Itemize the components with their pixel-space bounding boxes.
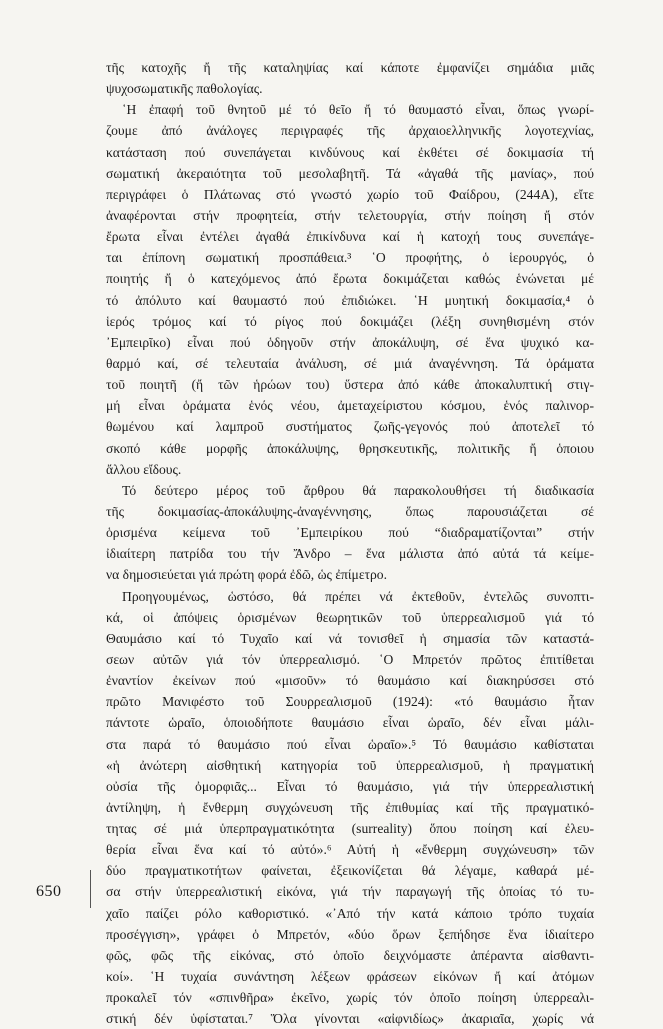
text-line: ται ἐπίπονη σωματική προσπάθεια.³ ῾Ο προφήτης, ὁ ἱερουργός, ὁ — [106, 250, 594, 266]
text-line: ψυχοσωματικῆς παθολογίας. — [106, 81, 263, 97]
text-line: τητας σέ μιά ὑπερπραγματικότητα (surreality) ὅπου ποίηση καί ἐλευ- — [106, 821, 594, 837]
text-line: να δημοσιεύεται γιά πρώτη φορά ἐδῶ, ὡς ἐπίμετρο. — [106, 567, 387, 583]
text-line: Προηγουμένως, ὡστόσο, θά πρέπει νά ἐκτεθοῦν, ἐντελῶς συνοπτι- — [122, 588, 594, 604]
page-number: 650 — [36, 883, 62, 900]
text-line: ἐναντίον ἐκείνων πού «μισοῦν» τό θαυμάσιο καί διακηρύσσει στό — [106, 673, 594, 689]
text-line: στική δέν ὑφίσταται.⁷ Ὅλα γίνονται «αἰφνιδίως» ἀκαριαῖα, χωρίς νά — [106, 1011, 594, 1027]
text-line: σα στήν ὑπερρεαλιστική εἰκόνα, γιά τήν παραγωγή τῆς ὁποίας τό τυ- — [106, 884, 594, 900]
text-line: προκαλεῖ τόν «σπινθῆρα» ἐκεῖνο, χωρίς τόν ὁποῖο ποίηση ὑπερρεαλι- — [106, 990, 594, 1006]
text-line: περιγράφει ὁ Πλάτωνας στό γνωστό χωρίο τοῦ Φαίδρου, (244Α), εἴτε — [106, 186, 594, 202]
text-line: θαρμό καί, σέ τελευταία ἀνάλυση, σέ μιά ἀναγέννηση. Τά ὁράματα — [106, 355, 594, 371]
text-line: τό ἀπόλυτο καί θαυμαστό πού ἐπιδιώκει. ῾Η μυητική δοκιμασία,⁴ ὁ — [106, 292, 594, 308]
text-line: θωμένου καί λαμπροῦ συστήματος ζωῆς-γεγονός πού ἀποτελεῖ τό — [106, 419, 594, 435]
text-line: θερία εἶναι ἕνα καί τό αὐτό».⁶ Αὐτή ἡ «ἔνθερμη συγχώνευση» τῶν — [106, 842, 594, 858]
text-line: χαῖο παίζει ρόλο καθοριστικό. «᾿Από τήν κατά κάποιο τρόπο τυχαία — [106, 905, 594, 921]
text-line: σεων αὐτῶν γιά τόν ὑπερρεαλισμό. ῾Ο Μπρετόν πρῶτος ἐπιτίθεται — [106, 651, 594, 667]
text-line: κοί». ῾Η τυχαία συνάντηση λέξεων φράσεων εἰκόνων ἤ καί ἀτόμων — [106, 969, 594, 985]
text-line: τῆς κατοχῆς ἤ τῆς καταληψίας καί κάποτε ἐμφανίζει σημάδια μιᾶς — [106, 60, 594, 75]
text-line: Θαυμάσιο καί τό Τυχαῖο καί νά τονισθεῖ ἡ σημασία τῶν καταστά- — [106, 630, 594, 646]
text-line: δύο πραγματικοτήτων φαίνεται, ἐξεικονίζεται θά λέγαμε, καθαρά μέ- — [106, 863, 594, 879]
text-line: ὁρισμένα κείμενα τοῦ ᾿Εμπειρίκου πού “διαδραματίζονται” στήν — [106, 525, 594, 541]
text-line: ζουμε ἀπό ἀνάλογες περιγραφές τῆς ἀρχαιοελληνικῆς λογοτεχνίας, — [106, 123, 594, 139]
text-line: πρῶτο Μανιφέστο τοῦ Σουρρεαλισμοῦ (1924): «τό θαυμάσιο ἦταν — [106, 694, 594, 710]
text-line: ἔρωτα εἶναι ἐντέλει ἀγαθά ἐπικίνδυνα καί ἡ κατοχή τους συνεπάγε- — [106, 229, 594, 245]
text-line: οὐσία τῆς ὀμορφιᾶς... Εἶναι τό θαυμάσιο, γιά τήν ὑπερρεαλιστική — [106, 778, 594, 794]
text-line: φῶς, φῶς τῆς εἰκόνας, στό ὁποῖο δειχνόμαστε ἀπέραντα αἰσθαντι- — [106, 947, 594, 963]
text-line: στα παρά τό θαυμάσιο πού εἶναι ὡραῖο».⁵ Τό θαυμάσιο καθίσταται — [106, 736, 594, 752]
text-line: πάντοτε ὡραῖο, ὁποιοδήποτε θαυμάσιο εἶναι ὡραῖο, δέν εἶναι μάλι- — [106, 715, 594, 731]
text-line: μή εἶναι ὁράματα ἑνός νέου, ἀμεταχείριστου κόσμου, ἑνός παλινορ- — [106, 398, 594, 414]
text-line: σωματική ἀκεραιότητα τοῦ μεσολαβητῆ. Τά «ἀγαθά τῆς μανίας», πού — [106, 165, 594, 181]
text-line: κατάσταση πού συνεπάγεται κινδύνους καί ἐκθέτει σέ δοκιμασία τή — [106, 144, 594, 160]
text-line: ἄλλου εἴδους. — [106, 461, 182, 477]
text-line: ῾Η ἐπαφή τοῦ θνητοῦ μέ τό θεῖο ἤ τό θαυμαστό εἶναι, ὅπως γνωρί- — [122, 102, 594, 118]
text-line: προσέγγιση», γράφει ὁ Μπρετόν, «δύο ὅρων ξεπήδησε ἕνα ἰδιαίτερο — [106, 926, 594, 942]
text-line: ᾿Εμπειρῖκο) εἶναι πού ὁδηγοῦν στήν ἀποκάλυψη, σέ ἕνα ψυχικό κα- — [106, 334, 594, 350]
text-line: «ἡ ἀνώτερη αἰσθητική κατηγορία τοῦ ὑπερρεαλισμοῦ, ἡ πραγματική — [106, 757, 594, 773]
margin-rule — [90, 870, 91, 908]
text-line: σκοπό κάθε μορφῆς ἀποκάλυψης, θρησκευτικῆς, πολιτικῆς ἤ ὁποιου — [106, 440, 594, 456]
text-line: ἱερός τρόμος καί τό ρίγος πού δοκιμάζει (λέξη συνηθισμένη στόν — [106, 313, 594, 329]
text-line: ἀναφέρονται στήν προφητεία, στήν τελετουργία, στήν ποίηση ἤ στόν — [106, 207, 594, 223]
text-line: ἀντίληψη, ἡ ἔνθερμη συγχώνευση τῆς ἐπιθυμίας καί τῆς πραγματικό- — [106, 799, 594, 815]
text-line: ἰδιαίτερη πατρίδα του τήν Ἄνδρο – ἕνα μάλιστα ἀπό αὐτά τά κείμε- — [106, 546, 594, 562]
text-line: τῆς δοκιμασίας-ἀποκάλυψης-ἀναγέννησης, ὅπως παρουσιάζεται σέ — [106, 503, 594, 519]
text-line: τοῦ ποιητῆ (ἤ τῶν ἡρώων του) ὕστερα ἀπό κάθε ἀποκαλυπτική στιγ- — [106, 377, 594, 393]
text-line: Τό δεύτερο μέρος τοῦ ἄρθρου θά παρακολουθήσει τή διαδικασία — [122, 482, 594, 498]
text-line: ποιητής ἤ ὁ κατεχόμενος ἀπό ἔρωτα δοκιμάζεται καθώς ἑνώνεται μέ — [106, 271, 594, 287]
body-text — [106, 57, 594, 1029]
text-line: κά, οἱ ἀπόψεις ὁρισμένων θεωρητικῶν τοῦ ὑπερρεαλισμοῦ γιά τό — [106, 609, 594, 625]
